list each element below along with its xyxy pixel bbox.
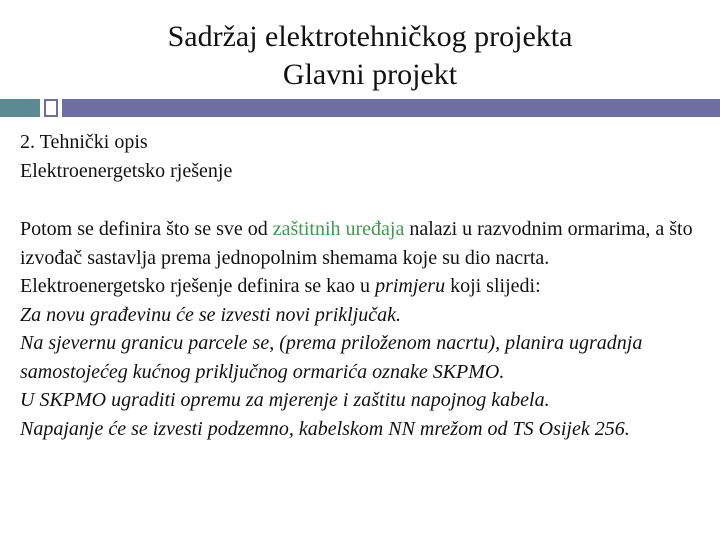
paragraph-2-before: Elektroenergetsko rješenje definira se kao u: [20, 275, 376, 297]
spacer: [20, 185, 710, 215]
paragraph-example-intro: [20, 272, 710, 301]
paragraph-1-before: Potom se definira što se sve od: [20, 218, 273, 240]
section-subheading: Elektroenergetsko rješenje: [20, 159, 233, 182]
divider-outlined-square: [44, 99, 58, 117]
title-line-2: Glavni projekt: [282, 58, 458, 91]
slide-title: [0, 18, 720, 94]
highlighted-term: zaštitnih uređaja: [272, 218, 405, 240]
divider-teal-block: [0, 99, 40, 117]
example-line: U SKPMO ugraditi opremu za mjerenje i zaštitu napojnog kabela.: [20, 389, 550, 411]
section-heading: 2. Tehnički opis: [20, 131, 148, 153]
divider-purple-bar: [62, 99, 720, 117]
paragraph-2-after: koji slijedi:: [445, 275, 541, 297]
paragraph-protection-devices: [20, 215, 710, 272]
paragraph-1-after: nalazi u razvodnim ormarima, a što izvođač sastavlja prema jednopolnim shemama koje su dio nacrta.: [20, 218, 693, 269]
example-line: Napajanje će se izvesti podzemno, kabelskom NN mrežom od TS Osijek 256.: [20, 417, 630, 440]
example-line: Na sjevernu granicu parcele se, (prema priloženom nacrtu), planira ugradnja samostojećeg kućnog priključnog ormarića oznake SKPMO.: [20, 332, 643, 383]
slide-body: [20, 128, 710, 443]
example-line: Za novu građevinu će se izvesti novi priključak.: [20, 303, 402, 326]
title-line-1: Sadržaj elektrotehničkog projekta: [167, 20, 573, 53]
emphasized-term: primjeru: [375, 275, 446, 297]
